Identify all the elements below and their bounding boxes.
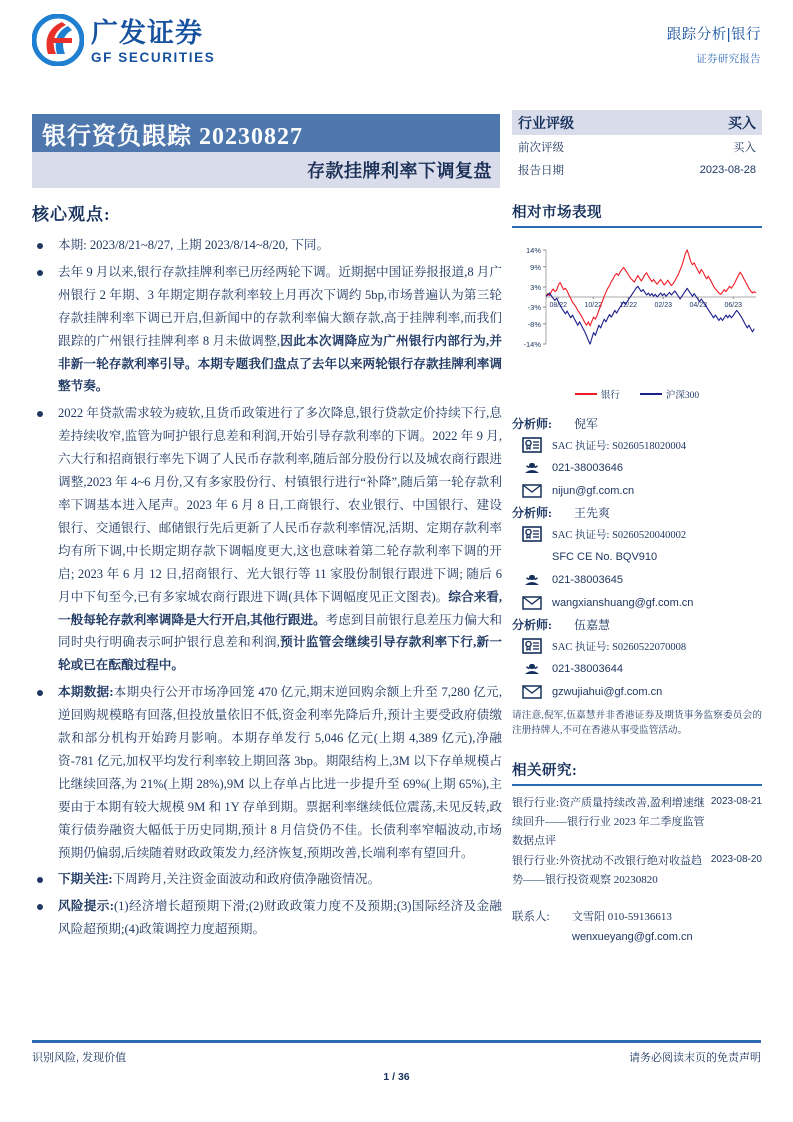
gf-securities-logo (32, 8, 215, 71)
emphasis-text: 综合来看,一般每轮存款利率调降是大行开启,其他行跟进。 (58, 589, 502, 627)
svg-text:12/22: 12/22 (619, 302, 638, 309)
core-viewpoint-item (32, 681, 502, 864)
svg-text:3%: 3% (530, 282, 541, 292)
footer-row (32, 1049, 761, 1065)
body-text: 2022 年贷款需求较为疲软,且货币政策进行了多次降息,银行贷款定价持续下行,息差持续收窄,监管为呵护银行息差和利润,开始引导存款利率的下调。2022 年 9 月,六大行和招商银行率先下调了人民币存款利率,随后部分股份行以及城农商行跟进调整,2023 年 4~6 月份,又有多家股份行、村镇银行进行“补降”,随后第一轮存款利率下调基本进入尾声。2023 年 6 月 8 日,工商银行、农业银行、中国银行、建设银行、交通银行、邮储银行先后更新了人民币存款利率情况,活期、定期存款利率均有所下调,中长期定期存款下调幅度更大,这也意味着第二轮存款利率下调的开启; 2023 年 6 月 12 日,招商银行、光大银行等 11 家股份制银行跟进下调; 随后 6 月中下旬至今,已有多家城农商行跟进下调(具体下调幅度见正文图表)。 (58, 406, 502, 604)
contact-label: 联系人: (512, 911, 550, 924)
body-text: (1)经济增长超预期下滑;(2)财政政策力度不及预期;(3)国际经济及金融风险超预期;(4)政策调控力度超预期。 (58, 899, 502, 937)
body-text: 本期央行公开市场净回笼 470 亿元,期末逆回购余额上升至 7,280 亿元,逆回购规模略有回落,但投放量依旧不低,资金利率先降后升,预计主要受政府债缴款和部分机构开始跨月影响。本期存单发行 5,046 亿元(上期 4,389 亿元),净融资-781 亿元,加权平均发行利率较上期回落 3bp。期限结构上,3M 以下存单规模占比继续回落,为 21%(上期 28%),9M 以上存单占比进一步提升至 69%(上期 65%),主要由于本期有较大规模 9M 和 1Y 存单到期。票据利率继续低位震荡,未见反转,政策行债券融资大幅低于历史同期,预计 8 月信贷仍不佳。长债利率窄幅波动,市场预期仍偏弱,后续随着财政政策发力,经济恢复,预期改善,长端利率有望回升。 (58, 685, 502, 860)
analyst-detail-row (512, 458, 762, 478)
table-row (512, 135, 762, 158)
analyst-detail-row (512, 570, 762, 590)
related-research-date: 2023-08-21 (710, 795, 762, 807)
previous-rating-value: 买入 (733, 142, 756, 154)
cert-icon (512, 526, 552, 542)
main-content (32, 200, 502, 945)
legend-color-swatch (640, 393, 662, 396)
analyst-name-row (512, 616, 762, 633)
report-category: 跟踪分析|银行 (666, 26, 761, 43)
analyst-detail-row (512, 593, 762, 613)
svg-text:-8%: -8% (527, 319, 541, 329)
mail-icon (512, 685, 552, 699)
report-date-label: 报告日期 (518, 165, 564, 177)
analyst-phone: 021-38003646 (552, 462, 623, 474)
analyst-detail-row (512, 524, 762, 544)
table-row (512, 158, 762, 181)
legend-label: 银行 (600, 391, 620, 401)
svg-text:06/23: 06/23 (724, 302, 743, 309)
analyst-email[interactable]: wangxianshuang@gf.com.cn (552, 597, 694, 609)
analyst-label: 分析师: (512, 618, 552, 632)
header-meta (667, 13, 761, 66)
chart-legend (512, 387, 762, 401)
contact-email[interactable]: wenxueyang@gf.com.cn (572, 931, 693, 944)
analyst-name-row (512, 415, 762, 432)
analyst-detail-row (512, 659, 762, 679)
analyst-name: 伍嘉慧 (574, 618, 611, 632)
analyst-email[interactable]: gzwujiahui@gf.com.cn (552, 686, 663, 698)
analyst-label: 分析师: (512, 506, 552, 520)
svg-text:02/23: 02/23 (654, 302, 673, 309)
analyst-email[interactable]: nijun@gf.com.cn (552, 485, 635, 497)
report-subtitle-banner (32, 152, 500, 188)
emphasis-text: 下期关注: (58, 872, 113, 887)
core-viewpoint-item (32, 868, 502, 891)
phone-icon (512, 661, 552, 677)
core-viewpoint-item (32, 234, 502, 257)
gf-logo-icon (32, 14, 84, 71)
analyst-phone: 021-38003645 (552, 574, 623, 586)
svg-text:14%: 14% (525, 246, 541, 255)
legend-item (640, 387, 699, 401)
body-text: 下周跨月,关注资金面波动和政府债净融资情况。 (112, 872, 381, 887)
page-subtitle: 存款挂牌利率下调复盘 (307, 161, 492, 181)
analyst-sac-number: SAC 执证号: S0260520040002 (552, 529, 687, 541)
contact-block (512, 908, 762, 945)
analyst-detail-row (512, 435, 762, 455)
emphasis-text: 风险提示: (58, 899, 114, 914)
svg-text:-3%: -3% (527, 303, 541, 313)
page-header (32, 0, 761, 78)
contact-email-row (512, 927, 762, 945)
page-number: 1 / 36 (383, 1070, 410, 1083)
previous-rating-label: 前次评级 (518, 142, 564, 154)
analyst-label: 分析师: (512, 417, 552, 431)
analyst-sac-number: SAC 执证号: S0260518020004 (552, 440, 687, 452)
rating-header-value: 买入 (728, 116, 756, 132)
emphasis-text: 预计监管会继续引导存款利率下行,新一轮或已在酝酿过程中。 (58, 635, 502, 673)
footer-divider (32, 1040, 761, 1043)
analyst-name: 倪军 (574, 417, 599, 431)
legend-item (575, 387, 620, 401)
svg-text:9%: 9% (530, 262, 541, 272)
phone-icon (512, 460, 552, 476)
svg-text:-14%: -14% (523, 340, 541, 349)
mail-icon (512, 596, 552, 610)
legend-color-swatch (575, 393, 597, 396)
page-title: 银行资负跟踪 20230827 (42, 123, 303, 150)
body-text: 去年 9 月以来,银行存款挂牌利率已历经两轮下调。近期据中国证券报报道,8 月广州银行 2 年期、3 年期定期存款利率较上月再次下调约 5bp,市场普遍认为第三轮存款挂牌利率下调已开启,但新闻中的存款利率偏大额存款,高于挂牌利率,而我们跟踪的广州银行挂牌利率 8 月未做调整, (58, 264, 502, 348)
body-text: 考虑到目前银行息差压力偏大和同时央行明确表示呵护银行息差和利润, (58, 612, 503, 650)
core-viewpoint-item (32, 261, 502, 398)
rating-header-label: 行业评级 (518, 116, 574, 132)
related-research-item[interactable] (512, 852, 762, 890)
cert-icon (512, 437, 552, 453)
logo-english-name: GF SECURITIES (91, 49, 216, 65)
analyst-name: 王先爽 (574, 506, 611, 520)
analyst-list (512, 415, 762, 702)
phone-icon (512, 572, 552, 588)
sidebar (512, 110, 762, 945)
body-text: 本期: 2023/8/21~8/27, 上期 2023/8/14~8/20, 下同。 (58, 238, 330, 252)
related-research-title[interactable]: 银行行业:资产质量持续改善,盈利增速继续回升——银行行业 2023 年二季度监管数据点评 (512, 796, 705, 847)
analyst-sac-number: SAC 执证号: S0260522070008 (552, 641, 687, 653)
core-viewpoints-list (32, 234, 502, 941)
related-research-date: 2023-08-20 (710, 854, 762, 866)
mail-icon (512, 484, 552, 498)
svg-text:10/22: 10/22 (584, 302, 603, 309)
legend-label: 沪深300 (665, 391, 700, 401)
analyst-disclaimer: 请注意,倪军,伍嘉慧并非香港证券及期货事务监察委员会的注册持牌人,不可在香港从事受监管活动。 (512, 710, 762, 736)
related-research-item[interactable] (512, 794, 762, 851)
emphasis-text: 本期数据: (58, 685, 114, 700)
contact-name-phone: 文雪阳 010-59136613 (572, 911, 672, 924)
analyst-detail-row (512, 636, 762, 656)
analyst-name-row (512, 504, 762, 521)
analyst-sfc-number: SFC CE No. BQV910 (552, 551, 658, 563)
analyst-detail-row (512, 481, 762, 501)
cert-icon (512, 638, 552, 654)
analyst-detail-row (512, 547, 762, 567)
svg-text:04/23: 04/23 (689, 302, 708, 309)
logo-text (91, 17, 216, 65)
report-date-value: 2023-08-28 (699, 164, 756, 176)
core-viewpoints-heading: 核心观点: (32, 205, 111, 224)
contact-row (512, 908, 762, 924)
svg-text:08/22: 08/22 (549, 302, 568, 309)
relative-market-performance-chart (512, 238, 760, 386)
related-research-heading: 相关研究: (512, 759, 762, 786)
footer-disclaimer-note: 请务必阅读末页的免责声明 (629, 1051, 761, 1064)
core-viewpoint-item (32, 895, 502, 941)
rating-header-row (512, 110, 762, 135)
page-footer (32, 1040, 761, 1083)
emphasis-text: 因此本次调降应为广州银行内部行为,并非新一轮存款利率引导。本期专题我们盘点了去年以来两轮银行存款挂牌利率调整节奏。 (58, 333, 502, 394)
market-performance-heading: 相对市场表现 (512, 201, 762, 228)
related-research-list (512, 794, 762, 891)
analyst-detail-row (512, 682, 762, 702)
report-title-banner (32, 114, 500, 152)
analyst-phone: 021-38003644 (552, 663, 623, 675)
core-viewpoint-item (32, 402, 502, 677)
footer-slogan: 识别风险, 发现价值 (32, 1051, 127, 1064)
related-research-title[interactable]: 银行行业:外资扰动不改银行绝对收益趋势——银行投资观察 20230820 (512, 855, 703, 887)
logo-chinese-name: 广发证券 (91, 17, 203, 48)
industry-rating-table (512, 110, 762, 181)
report-doc-type: 证券研究报告 (696, 52, 761, 65)
